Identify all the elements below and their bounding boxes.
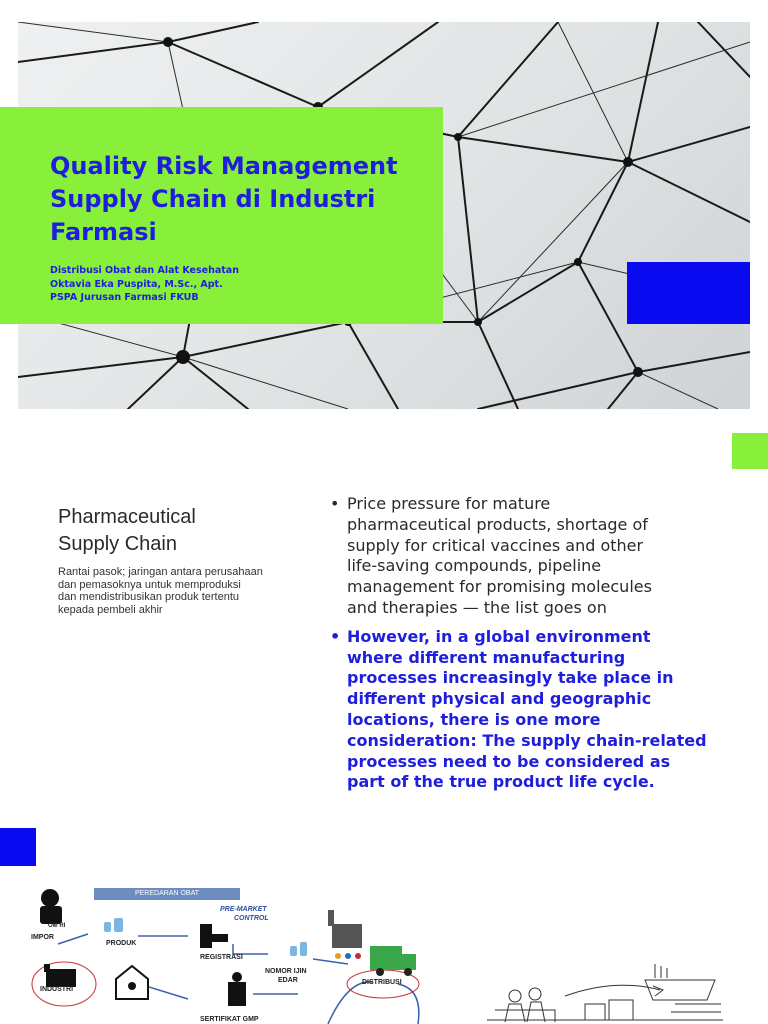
presentation-title	[50, 150, 430, 249]
presentation-subtitle	[50, 264, 239, 305]
bullet-line: processes need to be considered as	[347, 751, 671, 771]
label-produk: PRODUK	[106, 940, 137, 947]
bullet-item-highlighted	[330, 627, 740, 793]
subtitle-line: Distribusi Obat dan Alat Kesehatan	[50, 265, 239, 276]
bullet-line: and therapies — the list goes on	[347, 597, 607, 617]
label-sertifikat-gmp: SERTIFIKAT GMP	[200, 1016, 259, 1023]
bullet-line: supply for critical vaccines and other	[347, 535, 644, 555]
bullet-line: pharmaceutical products, shortage of	[347, 514, 648, 534]
bullet-line: management for promising molecules	[347, 577, 652, 597]
bullet-line: life-saving compounds, pipeline	[347, 556, 602, 576]
bullet-line: consideration: The supply chain-related	[347, 730, 707, 750]
title-line: Quality Risk Management	[50, 152, 398, 180]
heading-line: Supply Chain	[58, 533, 177, 555]
drug-distribution-diagram	[28, 884, 430, 1024]
heading-line: Pharmaceutical	[58, 506, 196, 528]
label-distribusi: DISTRIBUSI	[362, 979, 402, 986]
title-line: Supply Chain di Industri	[50, 185, 376, 213]
label-industri: INDUSTRI	[40, 986, 74, 993]
blue-accent-block	[627, 262, 750, 324]
bullet-line: Price pressure for mature	[347, 494, 551, 513]
subtitle-line: PSPA Jurusan Farmasi FKUB	[50, 292, 199, 303]
title-line: Farmasi	[50, 218, 157, 246]
label-pre-market: PRE-MARKET	[220, 906, 267, 913]
blue-accent-square	[0, 828, 36, 866]
bullet-item	[330, 494, 740, 619]
bullet-line: However, in a global environment	[347, 626, 651, 646]
bullet-marker: •	[330, 494, 340, 513]
diagram-header: PEREDARAN OBAT	[94, 888, 240, 900]
subtitle-line: Oktavia Eka Puspita, M.Sc., Apt.	[50, 278, 223, 290]
label-registrasi: REGISTRASI	[200, 954, 243, 961]
definition-text	[58, 566, 308, 616]
label-om-ri: OM RI	[48, 923, 66, 929]
bullet-line: part of the true product life cycle.	[347, 772, 655, 792]
bullet-line: different physical and geographic	[347, 689, 652, 709]
bullet-line: processes increasingly take place in	[347, 668, 674, 688]
green-accent-square	[732, 433, 768, 469]
label-impor: IMPOR	[31, 934, 54, 941]
definition-line: dan pemasoknya untuk memproduksi	[58, 578, 241, 591]
label-nomor-ijin: NOMOR IJIN	[265, 968, 307, 975]
definition-line: Rantai pasok; jaringan antara perusahaan	[58, 566, 263, 578]
bullet-line: locations, there is one more	[347, 709, 601, 729]
bullet-line: where different manufacturing	[347, 647, 626, 667]
supply-chain-sketch-image	[485, 960, 725, 1024]
definition-line: kepada pembeli akhir	[58, 603, 163, 616]
bullet-list	[330, 494, 740, 793]
bullet-marker: •	[330, 626, 341, 646]
definition-line: dan mendistribusikan produk tertentu	[58, 591, 239, 603]
slide-heading	[58, 504, 308, 558]
label-edar: EDAR	[278, 977, 298, 984]
label-control: CONTROL	[234, 915, 269, 922]
